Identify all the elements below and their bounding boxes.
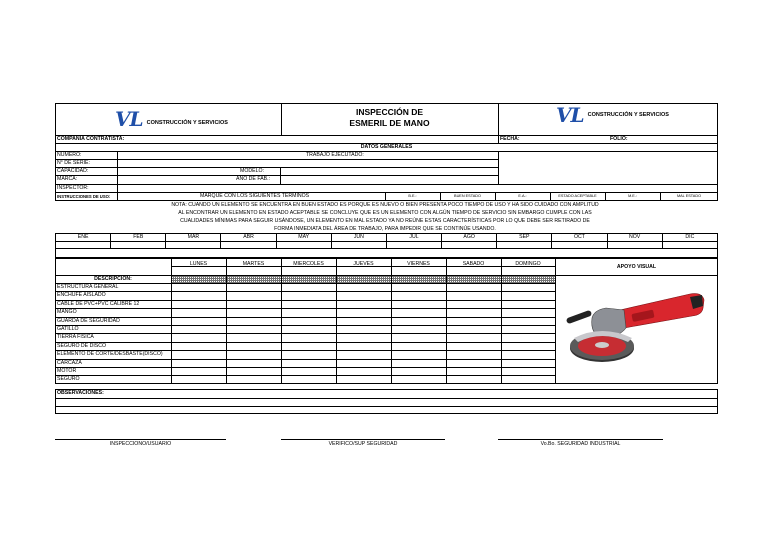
day-lunes: LUNES xyxy=(189,261,208,267)
item-label: ESTRUCTURA GENERAL xyxy=(57,284,119,290)
day-check-cell[interactable] xyxy=(336,350,391,358)
item-label: MANGO xyxy=(57,309,77,316)
column-rule xyxy=(281,258,282,384)
month-abr: ABR xyxy=(221,234,276,242)
legend-be: BUEN ESTADO xyxy=(454,194,481,198)
rule xyxy=(498,151,499,184)
legend-row xyxy=(385,192,718,201)
month-cell[interactable] xyxy=(607,241,662,249)
day-check-cell[interactable] xyxy=(446,325,501,333)
day-check-cell[interactable] xyxy=(446,359,501,367)
item-label: ELEMENTO DE CORTE/DESBASTE(DISCO) xyxy=(57,351,163,358)
day-check-cell[interactable] xyxy=(391,375,446,383)
months-check-row[interactable] xyxy=(56,241,718,249)
day-check-cell[interactable] xyxy=(336,367,391,375)
day-check-cell[interactable] xyxy=(281,375,336,383)
day-check-cell[interactable] xyxy=(171,333,226,341)
day-check-cell[interactable] xyxy=(336,317,391,325)
month-oct: OCT xyxy=(552,234,607,242)
day-check-cell[interactable] xyxy=(446,300,501,308)
day-check-cell[interactable] xyxy=(336,300,391,308)
signature-label-2: VERIFICÓ/SUP SEGURIDAD xyxy=(328,441,398,447)
day-check-cell[interactable] xyxy=(501,359,556,367)
day-domingo: DOMINGO xyxy=(515,261,541,267)
shaded-band xyxy=(171,275,555,283)
month-may: MAY xyxy=(276,234,331,242)
day-check-cell[interactable] xyxy=(281,283,336,291)
day-check-cell[interactable] xyxy=(501,300,556,308)
rule xyxy=(55,167,498,168)
modelo-label: MODELO: xyxy=(240,168,264,174)
trabajo-label: TRABAJO EJECUTADO: xyxy=(306,152,364,158)
day-check-cell[interactable] xyxy=(226,342,281,350)
nota-line-2: AL ENCONTRAR UN ELEMENTO EN ESTADO ACEPTABLE SE CONCLUYE QUE ES UN ELEMENTO CON ALGÚN TIEMPO DE SERVICIO SIN EMBARGO CUMPLE CON LAS xyxy=(178,210,592,216)
column-rule xyxy=(226,258,227,384)
rule xyxy=(280,167,281,184)
day-check-cell[interactable] xyxy=(391,283,446,291)
day-check-cell[interactable] xyxy=(336,359,391,367)
day-check-cell[interactable] xyxy=(391,333,446,341)
title-line-1: INSPECCIÓN DE xyxy=(355,107,424,117)
instrucciones-label: INSTRUCCIONES DE USO: xyxy=(57,194,111,199)
day-check-cell[interactable] xyxy=(391,350,446,358)
month-cell[interactable] xyxy=(56,241,111,249)
day-check-cell[interactable] xyxy=(446,350,501,358)
day-check-cell[interactable] xyxy=(281,359,336,367)
day-check-cell[interactable] xyxy=(336,375,391,383)
marque-text: MARQUE CON LOS SIGUIENTES TERMINOS xyxy=(200,193,310,199)
day-check-cell[interactable] xyxy=(226,308,281,316)
angle-grinder-illustration xyxy=(562,288,712,378)
serie-label: N° DE SERIE: xyxy=(57,160,90,166)
observaciones-label: OBSERVACIONES: xyxy=(57,390,104,396)
rule xyxy=(55,175,498,176)
day-check-cell[interactable] xyxy=(446,342,501,350)
column-rule xyxy=(555,258,556,384)
column-rule xyxy=(336,258,337,384)
signature-label-3: Vo.Bo. SEGURIDAD INDUSTRIAL xyxy=(540,441,621,447)
legend-me-abbr: M.E.: xyxy=(628,194,637,198)
day-check-cell[interactable] xyxy=(391,300,446,308)
item-label: SEGURO DE DISCO xyxy=(57,342,107,349)
day-check-cell[interactable] xyxy=(171,308,226,316)
day-check-cell[interactable] xyxy=(281,317,336,325)
item-label: ENCHUFE AISLADO xyxy=(57,292,106,299)
months-row xyxy=(56,234,718,242)
day-check-cell[interactable] xyxy=(501,317,556,325)
day-check-cell[interactable] xyxy=(226,325,281,333)
day-check-cell[interactable] xyxy=(171,359,226,367)
day-check-cell[interactable] xyxy=(226,359,281,367)
day-jueves: JUEVES xyxy=(353,261,374,267)
day-check-cell[interactable] xyxy=(281,308,336,316)
day-check-cell[interactable] xyxy=(281,350,336,358)
day-check-cell[interactable] xyxy=(501,333,556,341)
legend-be-abbr: B.E.: xyxy=(408,194,417,198)
month-jul: JUL xyxy=(386,234,441,242)
month-ago: AGO xyxy=(442,234,497,242)
month-cell[interactable] xyxy=(111,241,166,249)
item-label: SEGURO xyxy=(57,376,80,383)
day-check-cell[interactable] xyxy=(171,325,226,333)
inspector-label: INSPECTOR: xyxy=(57,185,89,191)
day-check-cell[interactable] xyxy=(226,291,281,299)
logo-company-name: CONSTRUCCIÓN Y SERVICIOS xyxy=(146,120,228,126)
month-cell[interactable] xyxy=(552,241,607,249)
day-check-cell[interactable] xyxy=(501,367,556,375)
day-martes: MARTES xyxy=(242,261,265,267)
signature-line-1[interactable] xyxy=(55,439,226,440)
marca-label: MARCA: xyxy=(57,176,78,182)
month-jun: JUN xyxy=(331,234,386,242)
document-title xyxy=(281,107,498,129)
day-check-cell[interactable] xyxy=(281,333,336,341)
month-sep: SEP xyxy=(497,234,552,242)
apoyo-visual-label: APOYO VISUAL xyxy=(616,264,657,270)
day-check-cell[interactable] xyxy=(281,367,336,375)
day-check-cell[interactable] xyxy=(171,375,226,383)
day-check-cell[interactable] xyxy=(391,291,446,299)
datos-generales-title: DATOS GENERALES xyxy=(360,144,413,150)
day-viernes: VIERNES xyxy=(407,261,430,267)
day-check-cell[interactable] xyxy=(391,325,446,333)
company-logo-right xyxy=(556,103,669,127)
descripcion-label: DESCRIPCIÓN: xyxy=(94,276,132,282)
day-check-cell[interactable] xyxy=(281,342,336,350)
anio-label: AÑO DE FAB.: xyxy=(236,176,271,182)
logo-mark: VL xyxy=(556,103,584,127)
day-check-cell[interactable] xyxy=(391,317,446,325)
day-check-cell[interactable] xyxy=(336,283,391,291)
day-check-cell[interactable] xyxy=(226,300,281,308)
month-cell[interactable] xyxy=(386,241,441,249)
day-check-cell[interactable] xyxy=(391,359,446,367)
month-cell[interactable] xyxy=(221,241,276,249)
day-check-cell[interactable] xyxy=(171,283,226,291)
day-check-cell[interactable] xyxy=(336,325,391,333)
day-check-cell[interactable] xyxy=(226,317,281,325)
month-cell[interactable] xyxy=(276,241,331,249)
nota-line-4: FORMA INMEDIATA DEL ÁREA DE TRABAJO, PARA IMPEDIR QUE SE CONTINÚE USANDO. xyxy=(274,226,496,232)
day-check-cell[interactable] xyxy=(501,375,556,383)
column-rule xyxy=(391,258,392,384)
legend-ea: ESTADO ACEPTABLE xyxy=(558,194,597,198)
day-check-cell[interactable] xyxy=(226,333,281,341)
month-feb: FEB xyxy=(111,234,166,242)
day-check-cell[interactable] xyxy=(446,308,501,316)
logo-mark: VL xyxy=(115,107,143,131)
day-check-cell[interactable] xyxy=(446,283,501,291)
day-check-cell[interactable] xyxy=(281,300,336,308)
item-label: CARCAZA xyxy=(57,359,82,366)
day-check-cell[interactable] xyxy=(391,342,446,350)
day-check-cell[interactable] xyxy=(446,367,501,375)
day-check-cell[interactable] xyxy=(501,291,556,299)
signature-line-2[interactable] xyxy=(281,439,445,440)
day-check-cell[interactable] xyxy=(501,325,556,333)
day-sabado: SÁBADO xyxy=(462,261,485,267)
rule xyxy=(55,159,498,160)
title-line-2: ESMERIL DE MANO xyxy=(349,118,430,128)
month-dic: DIC xyxy=(662,234,717,242)
day-check-cell[interactable] xyxy=(171,317,226,325)
grinder-image xyxy=(562,288,712,378)
numero-label: NUMERO: xyxy=(57,152,82,158)
day-check-cell[interactable] xyxy=(501,283,556,291)
item-label: MOTOR xyxy=(57,368,77,374)
day-check-cell[interactable] xyxy=(501,342,556,350)
header-divider-right xyxy=(498,103,499,136)
item-label: GATILLO xyxy=(57,326,79,332)
day-check-cell[interactable] xyxy=(171,367,226,375)
numero-field[interactable] xyxy=(118,152,298,159)
contratista-label: COMPAÑÍA CONTRATISTA: xyxy=(57,136,125,142)
rule xyxy=(55,184,718,185)
day-check-cell[interactable] xyxy=(391,367,446,375)
day-check-cell[interactable] xyxy=(336,308,391,316)
day-check-cell[interactable] xyxy=(391,308,446,316)
day-check-cell[interactable] xyxy=(281,291,336,299)
capacidad-label: CAPACIDAD: xyxy=(57,168,89,174)
day-check-cell[interactable] xyxy=(446,317,501,325)
item-label: TIERRA FÍSICA xyxy=(57,334,94,341)
day-check-cell[interactable] xyxy=(226,350,281,358)
day-check-cell[interactable] xyxy=(336,291,391,299)
column-rule xyxy=(171,258,172,384)
day-check-cell[interactable] xyxy=(171,300,226,308)
month-cell[interactable] xyxy=(442,241,497,249)
nota-line-3: CUALIDADES MÍNIMAS PARA SEGUIR USÁNDOSE, UN ELEMENTO EN MAL ESTADO YA NO REÚNE ESTAS CARACTERÍSTICAS POR LO QUE DEBE SER RETIRADO DE xyxy=(180,218,590,224)
column-rule xyxy=(446,258,447,384)
signature-line-3[interactable] xyxy=(498,439,663,440)
day-check-cell[interactable] xyxy=(171,350,226,358)
month-cell[interactable] xyxy=(497,241,552,249)
month-nov: NOV xyxy=(607,234,662,242)
nota-block xyxy=(140,201,630,233)
day-check-cell[interactable] xyxy=(446,291,501,299)
logo-company-name: CONSTRUCCIÓN Y SERVICIOS xyxy=(587,112,669,118)
month-cell[interactable] xyxy=(662,241,717,249)
folio-label: FOLIO: xyxy=(610,136,628,142)
column-rule xyxy=(501,258,502,384)
signature-label-1: INSPECCIONÓ/USUARIO xyxy=(109,441,172,447)
day-check-cell[interactable] xyxy=(171,291,226,299)
months-table xyxy=(55,233,718,249)
day-miercoles: MIÉRCOLES xyxy=(293,261,324,267)
month-cell[interactable] xyxy=(331,241,386,249)
legend-ea-abbr: E.A.: xyxy=(518,194,527,198)
day-check-cell[interactable] xyxy=(336,333,391,341)
month-cell[interactable] xyxy=(166,241,221,249)
nota-line-1: NOTA: CUANDO UN ELEMENTO SE ENCUENTRA EN BUEN ESTADO ES PORQUE ES NUEVO O BIEN PRESENTA POCO TIEMPO DE USO Y HA SIDO CUIDADO CON AMPLITUD xyxy=(171,202,599,208)
legend-me: MAL ESTADO xyxy=(676,194,702,198)
day-check-cell[interactable] xyxy=(446,375,501,383)
fecha-label: FECHA: xyxy=(500,136,520,142)
day-check-cell[interactable] xyxy=(226,375,281,383)
day-check-cell[interactable] xyxy=(281,325,336,333)
day-check-cell[interactable] xyxy=(501,308,556,316)
months-spacer xyxy=(55,249,718,258)
month-ene: ENE xyxy=(56,234,111,242)
day-check-cell[interactable] xyxy=(226,367,281,375)
day-check-cell[interactable] xyxy=(226,283,281,291)
month-mar: MAR xyxy=(166,234,221,242)
item-label: CABLE DE PVC+PVC CALIBRE 12 xyxy=(57,300,140,307)
item-label: GUARDA DE SEGURIDAD xyxy=(57,317,120,324)
company-logo-left xyxy=(115,107,228,131)
day-check-cell[interactable] xyxy=(501,350,556,358)
day-check-cell[interactable] xyxy=(171,342,226,350)
day-check-cell[interactable] xyxy=(446,333,501,341)
day-check-cell[interactable] xyxy=(336,342,391,350)
observaciones-field[interactable] xyxy=(56,399,717,413)
rule xyxy=(171,266,555,267)
